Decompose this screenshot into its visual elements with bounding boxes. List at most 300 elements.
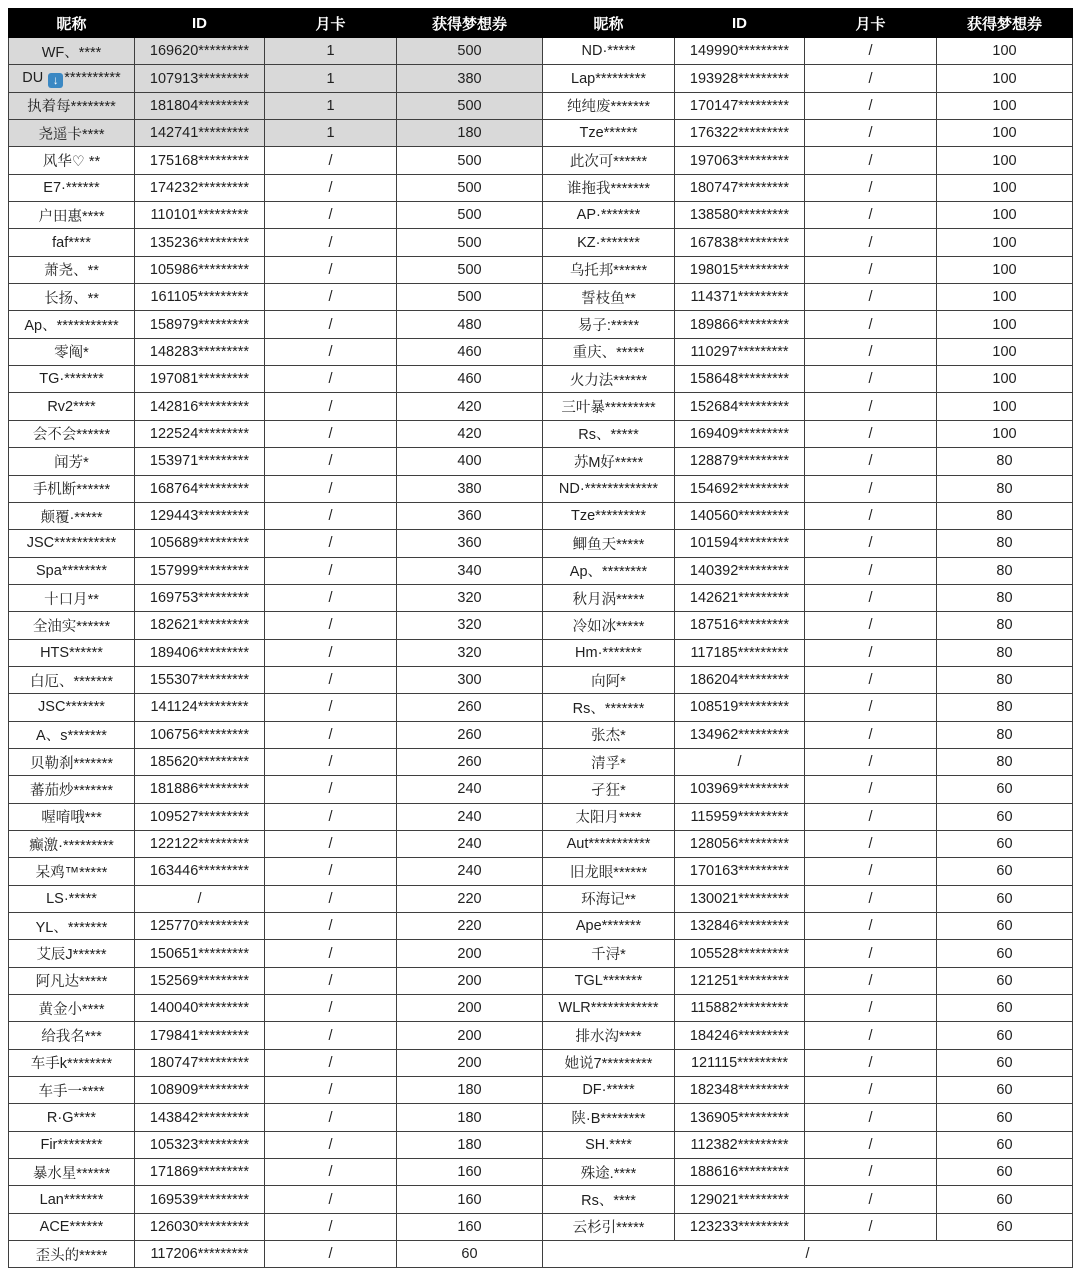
nickname-cell: ND·***** bbox=[543, 38, 675, 65]
nickname-cell: 长扬、** bbox=[9, 284, 135, 311]
tickets-cell: 80 bbox=[937, 612, 1073, 639]
id-cell: 197081********* bbox=[135, 366, 265, 393]
nickname-cell: Ap、*********** bbox=[9, 311, 135, 338]
tickets-cell: 60 bbox=[937, 830, 1073, 857]
monthly-card-cell: / bbox=[805, 530, 937, 557]
id-cell: 129443********* bbox=[135, 502, 265, 529]
monthly-card-cell: / bbox=[805, 448, 937, 475]
id-cell: 158648********* bbox=[675, 366, 805, 393]
id-cell: 182348********* bbox=[675, 1077, 805, 1104]
id-cell: 198015********* bbox=[675, 256, 805, 283]
nickname-cell: Rv2**** bbox=[9, 393, 135, 420]
table-row bbox=[9, 803, 1073, 830]
tickets-cell: 100 bbox=[937, 92, 1073, 119]
nickname-cell: 颠覆·***** bbox=[9, 502, 135, 529]
table-row bbox=[9, 995, 1073, 1022]
nickname-cell: 秋月涡***** bbox=[543, 584, 675, 611]
table-row bbox=[9, 120, 1073, 147]
nickname-cell: 太阳月**** bbox=[543, 803, 675, 830]
monthly-card-cell: / bbox=[265, 1049, 397, 1076]
tickets-cell: 100 bbox=[937, 202, 1073, 229]
id-cell: 193928********* bbox=[675, 65, 805, 92]
tickets-cell: 420 bbox=[397, 420, 543, 447]
id-cell: 117206********* bbox=[135, 1241, 265, 1268]
nickname-cell: 陕·B******** bbox=[543, 1104, 675, 1131]
nickname-cell: 排水沟**** bbox=[543, 1022, 675, 1049]
table-header bbox=[9, 9, 1073, 38]
id-cell: 152684********* bbox=[675, 393, 805, 420]
id-cell: 150651********* bbox=[135, 940, 265, 967]
id-cell: 135236********* bbox=[135, 229, 265, 256]
nickname-cell: 喔唷哦*** bbox=[9, 803, 135, 830]
id-cell: 109527********* bbox=[135, 803, 265, 830]
monthly-card-cell: / bbox=[265, 1022, 397, 1049]
tickets-cell: 100 bbox=[937, 338, 1073, 365]
nickname-cell: 尧遥卡**** bbox=[9, 120, 135, 147]
tickets-cell: 200 bbox=[397, 1049, 543, 1076]
col-header-monthly-card: 月卡 bbox=[805, 9, 937, 38]
nickname-cell: 她说7********* bbox=[543, 1049, 675, 1076]
monthly-card-cell: / bbox=[805, 284, 937, 311]
monthly-card-cell: / bbox=[805, 913, 937, 940]
monthly-card-cell: / bbox=[805, 639, 937, 666]
id-cell: 171869********* bbox=[135, 1159, 265, 1186]
nickname-cell: 千浔* bbox=[543, 940, 675, 967]
id-cell: 149990********* bbox=[675, 38, 805, 65]
monthly-card-cell: / bbox=[805, 174, 937, 201]
nickname-cell: 火力法****** bbox=[543, 366, 675, 393]
monthly-card-cell: / bbox=[805, 502, 937, 529]
nickname-cell: Ap、******** bbox=[543, 557, 675, 584]
id-cell: 186204********* bbox=[675, 666, 805, 693]
col-header-id: ID bbox=[135, 9, 265, 38]
id-cell: 157999********* bbox=[135, 557, 265, 584]
tickets-cell: 100 bbox=[937, 366, 1073, 393]
tickets-cell: 220 bbox=[397, 885, 543, 912]
table-body bbox=[9, 38, 1073, 1268]
monthly-card-cell: / bbox=[265, 885, 397, 912]
monthly-card-cell: / bbox=[805, 120, 937, 147]
col-header-monthly-card: 月卡 bbox=[265, 9, 397, 38]
monthly-card-cell: / bbox=[265, 967, 397, 994]
id-cell: 105323********* bbox=[135, 1131, 265, 1158]
monthly-card-cell: / bbox=[265, 1186, 397, 1213]
monthly-card-cell: / bbox=[265, 448, 397, 475]
id-cell: 107913********* bbox=[135, 65, 265, 92]
tickets-cell: 240 bbox=[397, 776, 543, 803]
id-cell: 132846********* bbox=[675, 913, 805, 940]
monthly-card-cell: / bbox=[805, 65, 937, 92]
tickets-cell: 60 bbox=[937, 858, 1073, 885]
tickets-cell: 60 bbox=[937, 913, 1073, 940]
monthly-card-cell: / bbox=[265, 1241, 397, 1268]
id-cell: 170163********* bbox=[675, 858, 805, 885]
nickname-cell: 户田惠**** bbox=[9, 202, 135, 229]
monthly-card-cell: / bbox=[265, 366, 397, 393]
nickname-cell: Aut*********** bbox=[543, 830, 675, 857]
nickname-cell: A、s******* bbox=[9, 721, 135, 748]
id-cell: 129021********* bbox=[675, 1186, 805, 1213]
tickets-cell: 100 bbox=[937, 256, 1073, 283]
table-row bbox=[9, 256, 1073, 283]
id-cell: 115959********* bbox=[675, 803, 805, 830]
id-cell: 180747********* bbox=[675, 174, 805, 201]
tickets-cell: 100 bbox=[937, 174, 1073, 201]
monthly-card-cell: / bbox=[265, 584, 397, 611]
id-cell: 143842********* bbox=[135, 1104, 265, 1131]
tickets-cell: 380 bbox=[397, 475, 543, 502]
monthly-card-cell: / bbox=[805, 420, 937, 447]
nickname-cell: 三叶暴********* bbox=[543, 393, 675, 420]
header-row bbox=[9, 9, 1073, 38]
tickets-cell: 60 bbox=[937, 1159, 1073, 1186]
table-row bbox=[9, 174, 1073, 201]
tickets-cell: 220 bbox=[397, 913, 543, 940]
monthly-card-cell: / bbox=[805, 1186, 937, 1213]
tickets-cell: 500 bbox=[397, 284, 543, 311]
col-header-id: ID bbox=[675, 9, 805, 38]
id-cell: 123233********* bbox=[675, 1213, 805, 1240]
table-row bbox=[9, 338, 1073, 365]
id-cell: 117185********* bbox=[675, 639, 805, 666]
id-cell: 103969********* bbox=[675, 776, 805, 803]
nickname-cell: 车手一**** bbox=[9, 1077, 135, 1104]
monthly-card-cell: / bbox=[265, 338, 397, 365]
nickname-cell: 苏M好***** bbox=[543, 448, 675, 475]
tickets-cell: 100 bbox=[937, 420, 1073, 447]
monthly-card-cell: / bbox=[805, 92, 937, 119]
monthly-card-cell: / bbox=[265, 940, 397, 967]
id-cell: 158979********* bbox=[135, 311, 265, 338]
tickets-cell: 60 bbox=[937, 1213, 1073, 1240]
id-cell: 175168********* bbox=[135, 147, 265, 174]
monthly-card-cell: / bbox=[265, 1213, 397, 1240]
table-row bbox=[9, 366, 1073, 393]
table-row bbox=[9, 1077, 1073, 1104]
nickname-cell: Ape******* bbox=[543, 913, 675, 940]
monthly-card-cell: / bbox=[805, 366, 937, 393]
tickets-cell: 320 bbox=[397, 612, 543, 639]
table-row bbox=[9, 284, 1073, 311]
monthly-card-cell: / bbox=[805, 256, 937, 283]
monthly-card-cell: / bbox=[805, 776, 937, 803]
nickname-cell: 风华♡ ** bbox=[9, 147, 135, 174]
monthly-card-cell: / bbox=[265, 1077, 397, 1104]
nickname-cell: JSC*********** bbox=[9, 530, 135, 557]
tickets-cell: 100 bbox=[937, 393, 1073, 420]
tickets-cell: 260 bbox=[397, 694, 543, 721]
id-cell: / bbox=[675, 748, 805, 775]
nickname-cell: 谁拖我******* bbox=[543, 174, 675, 201]
table-row bbox=[9, 776, 1073, 803]
monthly-card-cell: / bbox=[265, 475, 397, 502]
tickets-cell: 60 bbox=[937, 1049, 1073, 1076]
nickname-cell: AP·******* bbox=[543, 202, 675, 229]
tickets-cell: 80 bbox=[937, 475, 1073, 502]
down-arrow-emoji-icon: ↓ bbox=[48, 73, 63, 88]
nickname-cell: 向阿* bbox=[543, 666, 675, 693]
nickname-cell: 白厄、******* bbox=[9, 666, 135, 693]
tickets-cell: 200 bbox=[397, 1022, 543, 1049]
nickname-cell: Rs、**** bbox=[543, 1186, 675, 1213]
nickname-cell: 全油实****** bbox=[9, 612, 135, 639]
table-row bbox=[9, 502, 1073, 529]
table-row bbox=[9, 1186, 1073, 1213]
nickname-cell: Tze****** bbox=[543, 120, 675, 147]
id-cell: 189866********* bbox=[675, 311, 805, 338]
tickets-cell: 60 bbox=[937, 1104, 1073, 1131]
nickname-cell: 十口月** bbox=[9, 584, 135, 611]
monthly-card-cell: / bbox=[265, 858, 397, 885]
tickets-cell: 60 bbox=[937, 776, 1073, 803]
monthly-card-cell: / bbox=[805, 229, 937, 256]
id-cell: 163446********* bbox=[135, 858, 265, 885]
id-cell: 142621********* bbox=[675, 584, 805, 611]
monthly-card-cell: / bbox=[805, 694, 937, 721]
table-row bbox=[9, 666, 1073, 693]
monthly-card-cell: / bbox=[805, 940, 937, 967]
monthly-card-cell: / bbox=[805, 612, 937, 639]
table-row bbox=[9, 940, 1073, 967]
monthly-card-cell: / bbox=[805, 830, 937, 857]
monthly-card-cell: / bbox=[265, 229, 397, 256]
tickets-cell: 500 bbox=[397, 256, 543, 283]
tickets-cell: 180 bbox=[397, 1104, 543, 1131]
table-row bbox=[9, 311, 1073, 338]
tickets-cell: 60 bbox=[937, 1077, 1073, 1104]
monthly-card-cell: / bbox=[805, 475, 937, 502]
nickname-cell: 呆鸡™***** bbox=[9, 858, 135, 885]
monthly-card-cell: / bbox=[805, 748, 937, 775]
id-cell: 179841********* bbox=[135, 1022, 265, 1049]
id-cell: 110101********* bbox=[135, 202, 265, 229]
monthly-card-cell: / bbox=[265, 530, 397, 557]
nickname-cell: Spa******** bbox=[9, 557, 135, 584]
monthly-card-cell: / bbox=[265, 748, 397, 775]
id-cell: 108519********* bbox=[675, 694, 805, 721]
tickets-cell: 80 bbox=[937, 530, 1073, 557]
nickname-cell: 乌托邦****** bbox=[543, 256, 675, 283]
monthly-card-cell: / bbox=[805, 858, 937, 885]
tickets-cell: 100 bbox=[937, 65, 1073, 92]
monthly-card-cell: / bbox=[805, 666, 937, 693]
tickets-cell: 240 bbox=[397, 858, 543, 885]
tickets-cell: 160 bbox=[397, 1213, 543, 1240]
table-row bbox=[9, 584, 1073, 611]
tickets-cell: 60 bbox=[397, 1241, 543, 1268]
id-cell: 134962********* bbox=[675, 721, 805, 748]
tickets-cell: 240 bbox=[397, 830, 543, 857]
nickname-cell: 此次可****** bbox=[543, 147, 675, 174]
id-cell: 169620********* bbox=[135, 38, 265, 65]
table-row bbox=[9, 913, 1073, 940]
tickets-cell: 60 bbox=[937, 940, 1073, 967]
tickets-cell: 180 bbox=[397, 1131, 543, 1158]
monthly-card-cell: / bbox=[805, 38, 937, 65]
id-cell: 142741********* bbox=[135, 120, 265, 147]
tickets-cell: 320 bbox=[397, 584, 543, 611]
table-row bbox=[9, 748, 1073, 775]
monthly-card-cell: / bbox=[265, 995, 397, 1022]
monthly-card-cell: / bbox=[805, 1131, 937, 1158]
monthly-card-cell: / bbox=[805, 338, 937, 365]
nickname-cell: 会不会****** bbox=[9, 420, 135, 447]
nickname-cell: 车手k******** bbox=[9, 1049, 135, 1076]
id-cell: 105689********* bbox=[135, 530, 265, 557]
id-cell: 125770********* bbox=[135, 913, 265, 940]
monthly-card-cell: / bbox=[265, 666, 397, 693]
nickname-cell: 黄金小**** bbox=[9, 995, 135, 1022]
tickets-cell: 200 bbox=[397, 995, 543, 1022]
monthly-card-cell: 1 bbox=[265, 38, 397, 65]
nickname-cell: Tze********* bbox=[543, 502, 675, 529]
id-cell: 167838********* bbox=[675, 229, 805, 256]
id-cell: 153971********* bbox=[135, 448, 265, 475]
id-cell: 152569********* bbox=[135, 967, 265, 994]
id-cell: 121251********* bbox=[675, 967, 805, 994]
nickname-cell: Fir******** bbox=[9, 1131, 135, 1158]
monthly-card-cell: / bbox=[265, 502, 397, 529]
monthly-card-cell: / bbox=[265, 147, 397, 174]
monthly-card-cell: / bbox=[265, 830, 397, 857]
table-row bbox=[9, 967, 1073, 994]
id-cell: 128056********* bbox=[675, 830, 805, 857]
nickname-cell: Lap********* bbox=[543, 65, 675, 92]
monthly-card-cell: / bbox=[805, 995, 937, 1022]
id-cell: 115882********* bbox=[675, 995, 805, 1022]
tickets-cell: 80 bbox=[937, 666, 1073, 693]
monthly-card-cell: / bbox=[805, 1213, 937, 1240]
table-row bbox=[9, 1241, 1073, 1268]
id-cell: 108909********* bbox=[135, 1077, 265, 1104]
tickets-cell: 460 bbox=[397, 366, 543, 393]
nickname-cell: 环海记** bbox=[543, 885, 675, 912]
id-cell: 130021********* bbox=[675, 885, 805, 912]
id-cell: 106756********* bbox=[135, 721, 265, 748]
monthly-card-cell: / bbox=[265, 1104, 397, 1131]
tickets-cell: 180 bbox=[397, 1077, 543, 1104]
monthly-card-cell: / bbox=[805, 1104, 937, 1131]
id-cell: 105528********* bbox=[675, 940, 805, 967]
monthly-card-cell: / bbox=[265, 803, 397, 830]
tickets-cell: 60 bbox=[937, 1186, 1073, 1213]
id-cell: 140392********* bbox=[675, 557, 805, 584]
table-row bbox=[9, 530, 1073, 557]
table-row bbox=[9, 1049, 1073, 1076]
nickname-cell: KZ·******* bbox=[543, 229, 675, 256]
tickets-cell: 60 bbox=[937, 967, 1073, 994]
tickets-cell: 80 bbox=[937, 557, 1073, 584]
tickets-cell: 240 bbox=[397, 803, 543, 830]
tickets-cell: 100 bbox=[937, 120, 1073, 147]
nickname-cell: JSC******* bbox=[9, 694, 135, 721]
table-row bbox=[9, 1104, 1073, 1131]
tickets-cell: 60 bbox=[937, 1022, 1073, 1049]
table-row bbox=[9, 147, 1073, 174]
col-header-tickets: 获得梦想券 bbox=[397, 9, 543, 38]
monthly-card-cell: / bbox=[805, 393, 937, 420]
id-cell: 138580********* bbox=[675, 202, 805, 229]
nickname-cell: 贝勒刹******* bbox=[9, 748, 135, 775]
tickets-cell: 400 bbox=[397, 448, 543, 475]
id-cell: 112382********* bbox=[675, 1131, 805, 1158]
id-cell: 142816********* bbox=[135, 393, 265, 420]
monthly-card-cell: / bbox=[805, 557, 937, 584]
id-cell: 148283********* bbox=[135, 338, 265, 365]
table-row bbox=[9, 721, 1073, 748]
monthly-card-cell: / bbox=[805, 721, 937, 748]
tickets-cell: 500 bbox=[397, 202, 543, 229]
nickname-cell: 誓枝鱼** bbox=[543, 284, 675, 311]
monthly-card-cell: / bbox=[805, 202, 937, 229]
monthly-card-cell: / bbox=[265, 311, 397, 338]
monthly-card-cell: / bbox=[805, 311, 937, 338]
monthly-card-cell: / bbox=[265, 776, 397, 803]
monthly-card-cell: / bbox=[265, 612, 397, 639]
nickname-cell: 阿凡达***** bbox=[9, 967, 135, 994]
nickname-cell: 云杉引***** bbox=[543, 1213, 675, 1240]
tickets-cell: 80 bbox=[937, 721, 1073, 748]
nickname-cell: LS·***** bbox=[9, 885, 135, 912]
nickname-cell: R·G**** bbox=[9, 1104, 135, 1131]
monthly-card-cell: 1 bbox=[265, 92, 397, 119]
tickets-cell: 100 bbox=[937, 229, 1073, 256]
table-row bbox=[9, 420, 1073, 447]
nickname-cell: E7·****** bbox=[9, 174, 135, 201]
table-row bbox=[9, 1131, 1073, 1158]
tickets-cell: 340 bbox=[397, 557, 543, 584]
nickname-cell: 艾辰J****** bbox=[9, 940, 135, 967]
tickets-cell: 460 bbox=[397, 338, 543, 365]
right-footer-merged-cell: / bbox=[543, 1241, 1073, 1268]
rewards-table bbox=[8, 8, 1073, 1268]
nickname-cell: 歪头的***** bbox=[9, 1241, 135, 1268]
nickname-cell: Rs、***** bbox=[543, 420, 675, 447]
table-row bbox=[9, 475, 1073, 502]
tickets-cell: 60 bbox=[937, 885, 1073, 912]
nickname-cell: 纯纯废******* bbox=[543, 92, 675, 119]
id-cell: 154692********* bbox=[675, 475, 805, 502]
monthly-card-cell: / bbox=[265, 913, 397, 940]
nickname-cell: faf**** bbox=[9, 229, 135, 256]
nickname-cell: 鲫鱼天***** bbox=[543, 530, 675, 557]
monthly-card-cell: / bbox=[265, 284, 397, 311]
id-cell: 181886********* bbox=[135, 776, 265, 803]
nickname-cell: Rs、******* bbox=[543, 694, 675, 721]
monthly-card-cell: / bbox=[265, 1159, 397, 1186]
tickets-cell: 380 bbox=[397, 65, 543, 92]
nickname-cell: Hm·******* bbox=[543, 639, 675, 666]
nickname-cell: Lan******* bbox=[9, 1186, 135, 1213]
nickname-cell: SH.**** bbox=[543, 1131, 675, 1158]
table-row bbox=[9, 858, 1073, 885]
id-cell: 161105********* bbox=[135, 284, 265, 311]
table-row bbox=[9, 694, 1073, 721]
nickname-cell: 零阄* bbox=[9, 338, 135, 365]
nickname-cell: 清孚* bbox=[543, 748, 675, 775]
tickets-cell: 80 bbox=[937, 639, 1073, 666]
tickets-cell: 160 bbox=[397, 1186, 543, 1213]
nickname-cell: TG·******* bbox=[9, 366, 135, 393]
id-cell: 187516********* bbox=[675, 612, 805, 639]
monthly-card-cell: 1 bbox=[265, 120, 397, 147]
id-cell: 126030********* bbox=[135, 1213, 265, 1240]
monthly-card-cell: / bbox=[805, 1077, 937, 1104]
id-cell: 128879********* bbox=[675, 448, 805, 475]
nickname-cell: 冷如冰***** bbox=[543, 612, 675, 639]
monthly-card-cell: / bbox=[805, 885, 937, 912]
id-cell: 169753********* bbox=[135, 584, 265, 611]
